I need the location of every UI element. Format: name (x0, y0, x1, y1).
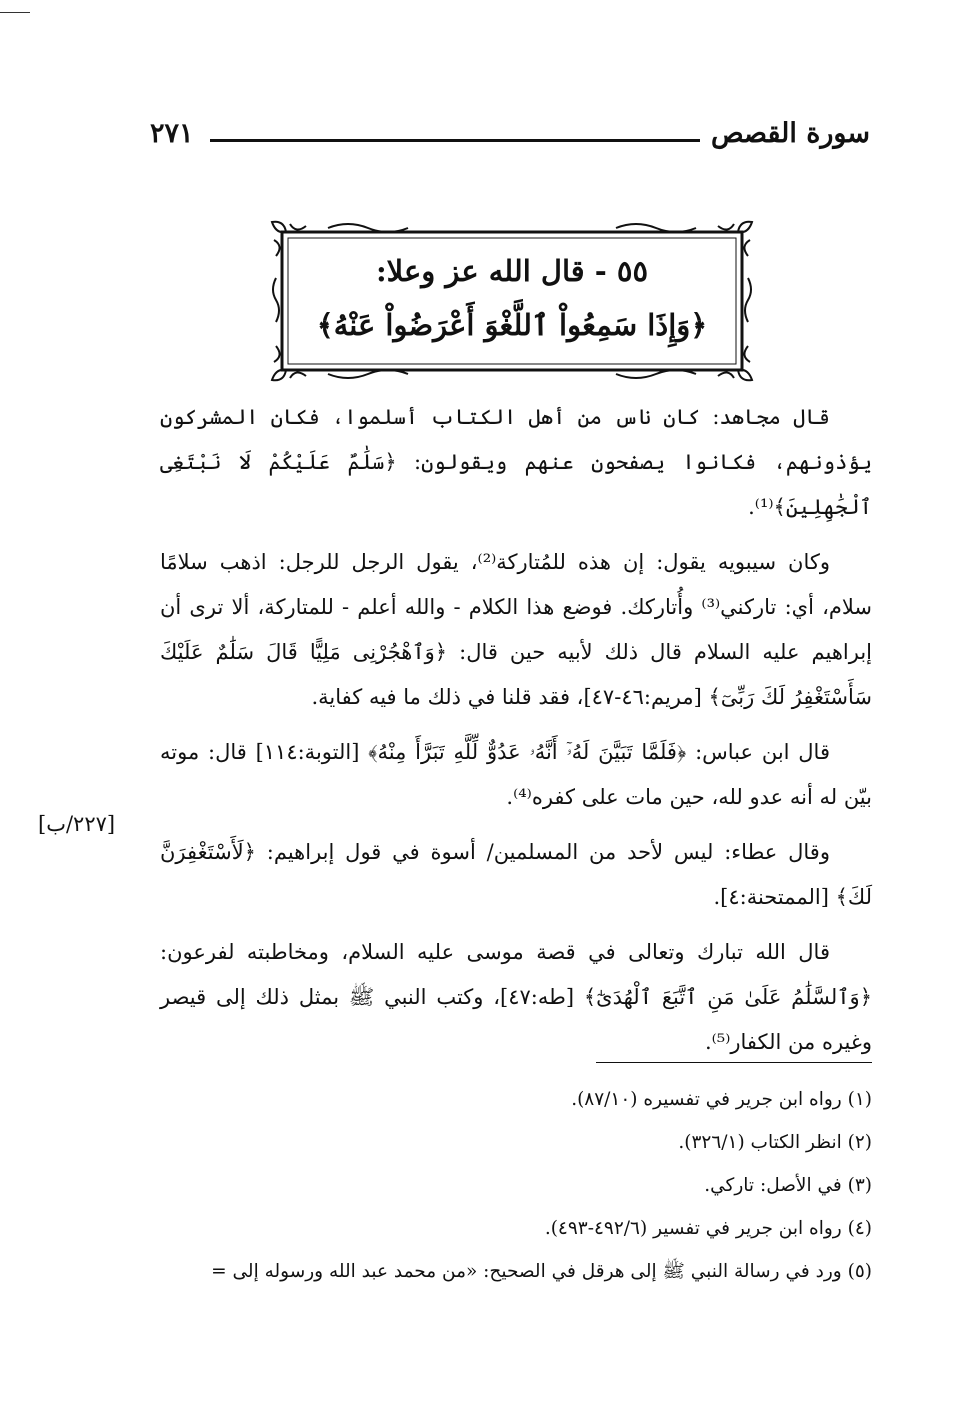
running-header (150, 118, 870, 154)
heading-frame (268, 218, 756, 384)
footnote-2: (٢) انظر الكتاب (٣٢٦/١). (678, 1132, 872, 1153)
ornament-border (268, 218, 756, 384)
footnotes (160, 1078, 872, 1293)
margin-folio-note: [٢٢٧/ب] (38, 812, 116, 836)
heading-verse: ﴿وَإِذَا سَمِعُواْ ٱللَّغْوَ أَعْرَضُواْ عَنْهُ﴾ (316, 308, 708, 342)
surah-title: سورة القصص (710, 118, 870, 149)
footnote-3: (٣) في الأصل: تاركي. (704, 1175, 872, 1196)
paragraph-ata: وقال عطاء: ليس لأحد من المسلمين/ أسوة في قول إبراهيم: ﴿لَأَسْتَغْفِرَنَّ لَكَ﴾ [الممتحنة:٤]. (160, 840, 872, 909)
footnote-1: (١) رواه ابن جرير في تفسيره (٨٧/١٠). (571, 1089, 872, 1110)
scan-edge-line (0, 12, 30, 13)
page-number: ٢٧١ (150, 118, 194, 149)
footnote-4: (٤) رواه ابن جرير في تفسير (٤٩٢/٦-٤٩٣). (544, 1218, 872, 1239)
header-rule (210, 139, 700, 142)
paragraph-sibawayh: وكان سيبويه يقول: إن هذه للمُتاركة⁽²⁾، يقول الرجل للرجل: اذهب سلامًا سلام، أي: تاركني⁽³⁾ وأُتاركك. فوضع هذا الكلام - والله أعلم - للمتاركة، ألا ترى أن إبراهيم عليه السلام قال ذلك لأبيه حين قال: ﴿وَٱهْجُرْنِى مَلِيًّا قَالَ سَلَٰمٌ عَلَيْكَ سَأَسْتَغْفِرُ لَكَ رَبِّىٓ﴾ [مريم:٤٦-٤٧]، فقد قلنا في ذلك ما فيه كفاية. (160, 550, 872, 709)
footnote-5: (٥) ورد في رسالة النبي ﷺ إلى هرقل في الصحيح: «من محمد عبد الله ورسوله إلى = (211, 1261, 872, 1282)
footnote-separator (596, 1062, 872, 1063)
paragraph-ibn-abbas: قال ابن عباس: ﴿فَلَمَّا تَبَيَّنَ لَهُۥٓ أَنَّهُۥ عَدُوٌّ لِّلَّهِ تَبَرَّأَ مِنْهُ﴾ [التوبة:١١٤] قال: موته بيّن له أنه عدو لله، حين مات على كفره⁽⁴⁾. (160, 740, 872, 809)
heading-title: ٥٥ - قال الله عز وعلا: (375, 254, 649, 288)
main-text (160, 395, 872, 1075)
paragraph-musa: قال الله تبارك وتعالى في قصة موسى عليه السلام، ومخاطبته لفرعون: ﴿وَٱلسَّلَٰمُ عَلَىٰ مَنِ ٱتَّبَعَ ٱلْهُدَىٰٓ﴾ [طه:٤٧]، وكتب النبي ﷺ بمثل ذلك إلى قيصر وغيره من الكفار⁽⁵⁾. (160, 940, 872, 1054)
paragraph-mujahid: قال مجاهد: كان ناس من أهل الكتاب أسلموا، فكان المشركون يؤذونهم، فكانوا يصفحون عنهم ويقولون: ﴿سَلَٰمٌ عَلَيْكُمْ لَا نَبْتَغِى ٱلْجَٰهِلِينَ﴾⁽¹⁾. (160, 405, 872, 519)
